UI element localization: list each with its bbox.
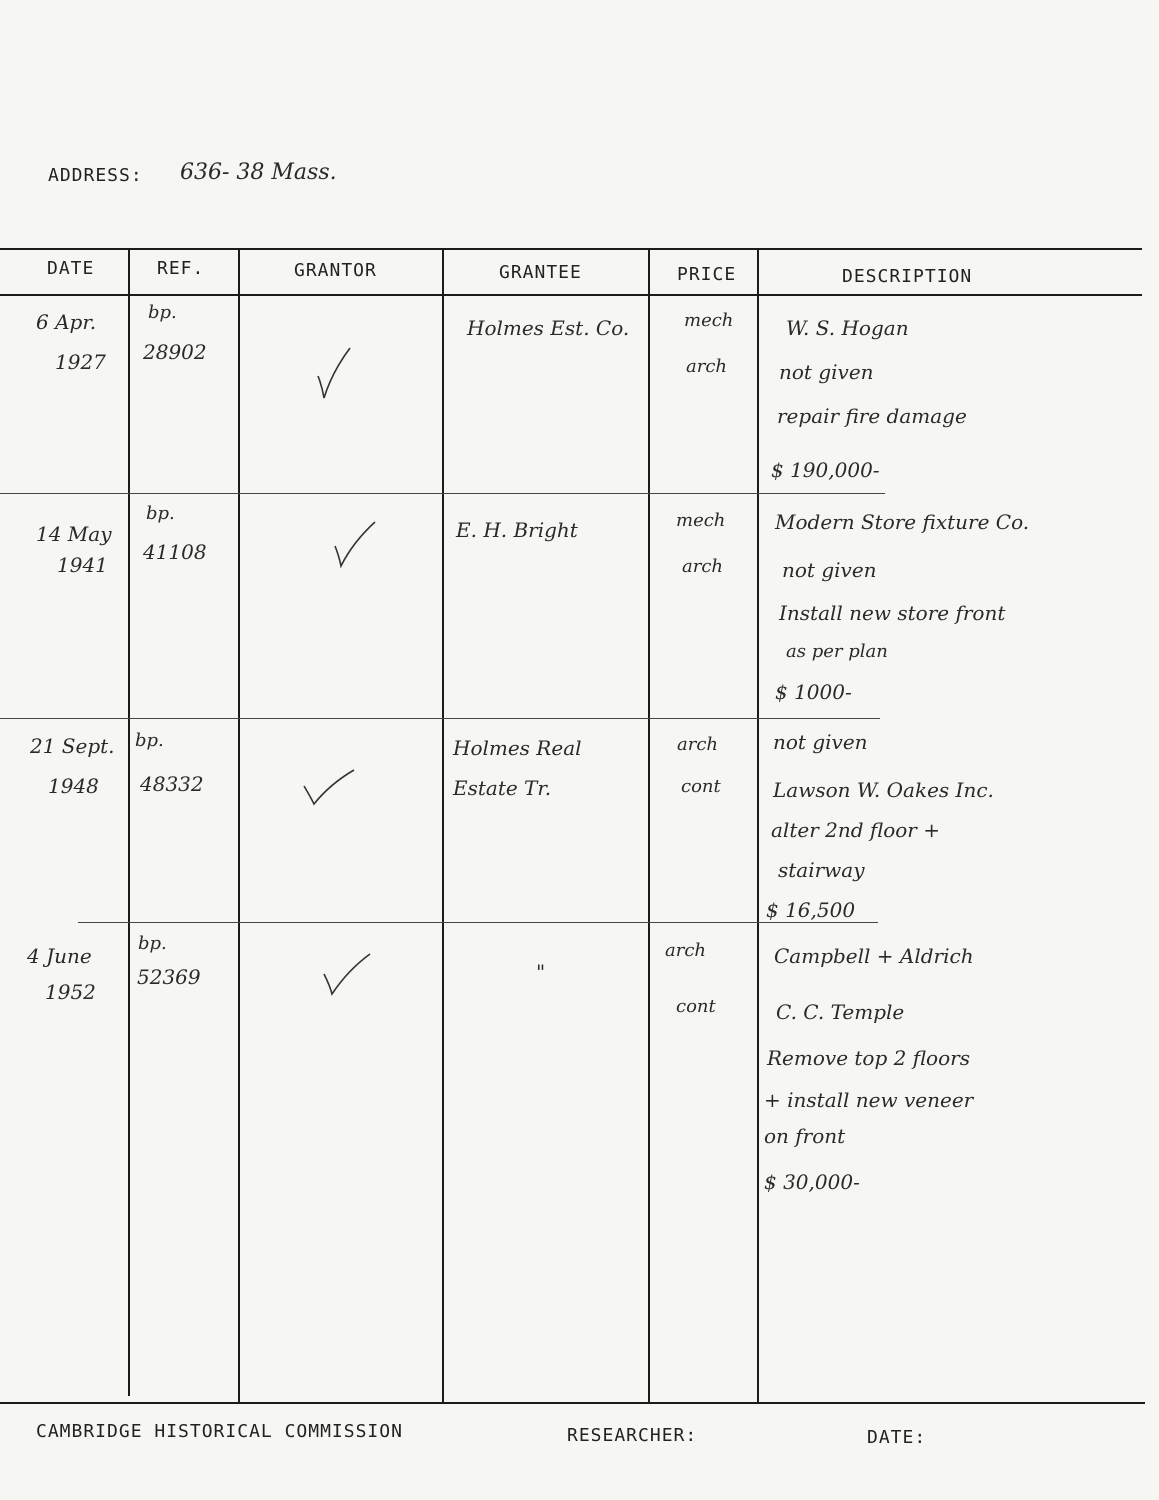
entry-year: 1941 [57, 553, 108, 577]
entry-grantee: Estate Tr. [453, 776, 552, 800]
column-header-grantee: GRANTEE [499, 262, 582, 283]
entry-separator [0, 718, 880, 719]
entry-description-line: not given [782, 558, 877, 582]
check-icon [333, 520, 377, 570]
entry-grantee: Holmes Est. Co. [467, 316, 630, 340]
entry-description-line: Modern Store fixture Co. [775, 510, 1030, 534]
check-icon [316, 346, 352, 402]
column-header-date: DATE [47, 258, 95, 279]
entry-description-line: alter 2nd floor + [771, 818, 940, 842]
col-divider-4 [648, 248, 650, 1402]
entry-description-line: Install new store front [779, 601, 1006, 625]
entry-description-line: + install new veneer [764, 1088, 974, 1112]
entry-ref-prefix: bp. [148, 302, 177, 323]
entry-grantee: E. H. Bright [456, 518, 578, 542]
table-top-border [0, 248, 1142, 250]
entry-price: mech [684, 310, 734, 331]
entry-ref-prefix: bp. [146, 503, 175, 524]
address-label: ADDRESS: [48, 165, 143, 186]
entry-description-line: $ 1000- [775, 680, 852, 704]
entry-price: arch [665, 940, 707, 961]
entry-date: 14 May [36, 522, 112, 546]
entry-year: 1952 [45, 980, 96, 1004]
entry-ref-prefix: bp. [138, 933, 167, 954]
entry-ref-prefix: bp. [135, 730, 164, 751]
column-header-ref: REF. [157, 258, 205, 279]
entry-date: 4 June [27, 944, 92, 968]
commission-name: CAMBRIDGE HISTORICAL COMMISSION [36, 1421, 403, 1442]
entry-price: cont [676, 996, 716, 1017]
entry-description-line: as per plan [786, 641, 888, 662]
entry-description-line: repair fire damage [777, 404, 967, 428]
entry-year: 1927 [55, 350, 106, 374]
entry-price: cont [681, 776, 721, 797]
entry-separator [78, 922, 878, 923]
entry-price: arch [686, 356, 728, 377]
entry-price: arch [677, 734, 719, 755]
entry-ref-number: 28902 [143, 340, 207, 364]
entry-ref-number: 52369 [137, 965, 201, 989]
researcher-label: RESEARCHER: [567, 1425, 698, 1446]
col-divider-2 [238, 248, 240, 1402]
entry-date: 21 Sept. [30, 734, 115, 758]
entry-description-line: $ 190,000- [771, 458, 880, 482]
entry-ref-number: 41108 [143, 540, 207, 564]
table-bottom-border [0, 1402, 1145, 1404]
entry-description-line: not given [773, 730, 868, 754]
entry-ref-number: 48332 [140, 772, 204, 796]
column-header-price: PRICE [677, 264, 737, 285]
entry-description-line: on front [764, 1124, 846, 1148]
entry-description-line: C. C. Temple [776, 1000, 905, 1024]
entry-description-line: Remove top 2 floors [767, 1046, 970, 1070]
footer-date-label: DATE: [867, 1427, 927, 1448]
column-header-description: DESCRIPTION [842, 266, 973, 287]
entry-description-line: $ 16,500 [766, 898, 856, 922]
entry-grantee: Holmes Real [453, 736, 582, 760]
entry-price: arch [682, 556, 724, 577]
entry-description-line: $ 30,000- [764, 1170, 860, 1194]
col-divider-5 [757, 248, 759, 1402]
address-value: 636- 38 Mass. [180, 160, 337, 185]
col-divider-3 [442, 248, 444, 1402]
entry-description-line: W. S. Hogan [786, 316, 909, 340]
header-bottom-border [0, 294, 1142, 296]
col-divider-1 [128, 248, 130, 1396]
entry-separator [0, 493, 885, 494]
entry-description-line: Lawson W. Oakes Inc. [773, 778, 994, 802]
entry-year: 1948 [48, 774, 99, 798]
entry-price: mech [676, 510, 726, 531]
entry-description-line: not given [779, 360, 874, 384]
entry-grantee: " [536, 960, 546, 984]
entry-date: 6 Apr. [36, 310, 97, 334]
column-header-grantor: GRANTOR [294, 260, 377, 281]
entry-description-line: stairway [778, 858, 865, 882]
check-icon [322, 952, 372, 998]
check-icon [302, 768, 356, 808]
entry-description-line: Campbell + Aldrich [774, 944, 974, 968]
